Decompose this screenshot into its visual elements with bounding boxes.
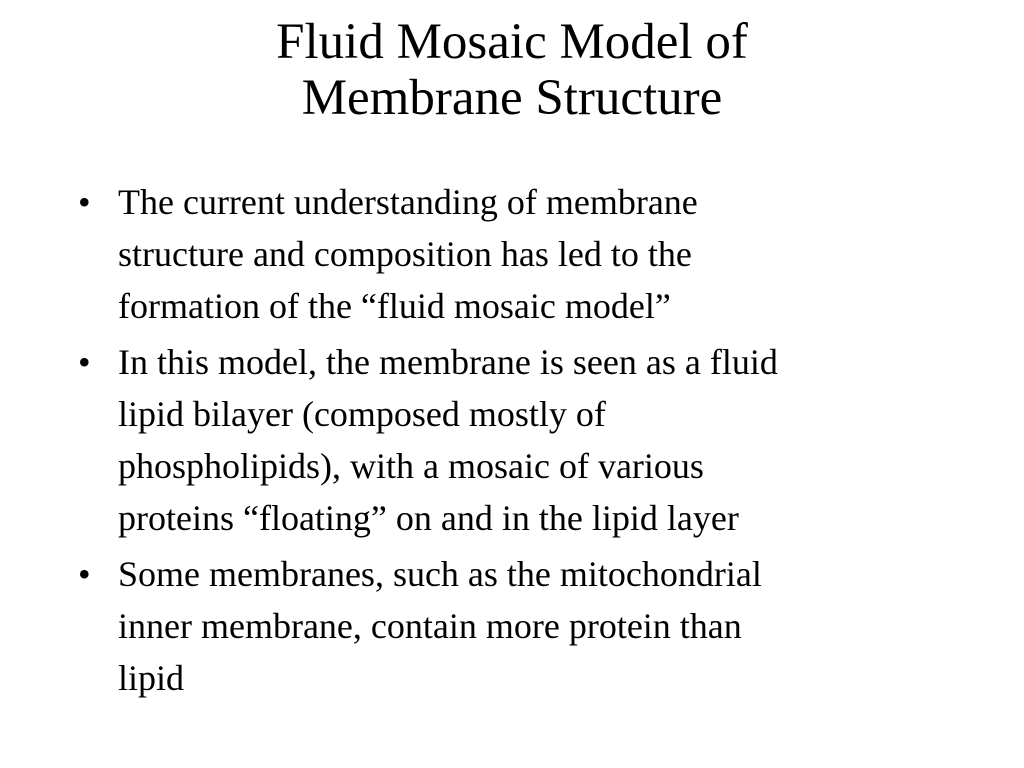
bullet-text-line: The current understanding of membrane (118, 182, 698, 222)
bullet-icon: • (78, 342, 91, 382)
bullet-text-line: lipid bilayer (composed mostly of (118, 394, 606, 434)
bullet-text-line: Some membranes, such as the mitochondrial (118, 554, 762, 594)
bullet-icon: • (78, 554, 91, 594)
bullet-item (78, 336, 978, 544)
title-line: Membrane Structure (301, 70, 723, 126)
bullet-text-line: In this model, the membrane is seen as a fluid (118, 342, 778, 382)
bullet-item (78, 176, 978, 332)
bullet-text-line: phospholipids), with a mosaic of various (118, 446, 704, 486)
bullet-item (78, 548, 978, 704)
bullet-list (78, 176, 978, 708)
bullet-text-line: proteins “floating” on and in the lipid layer (118, 498, 739, 538)
title-line: Fluid Mosaic Model of (276, 14, 748, 70)
bullet-text-line: inner membrane, contain more protein than (118, 606, 742, 646)
slide-title (0, 14, 1024, 126)
bullet-text-line: structure and composition has led to the (118, 234, 692, 274)
bullet-text-line: formation of the “fluid mosaic model” (118, 286, 671, 326)
bullet-icon: • (78, 182, 91, 222)
bullet-text-line: lipid (118, 658, 185, 698)
